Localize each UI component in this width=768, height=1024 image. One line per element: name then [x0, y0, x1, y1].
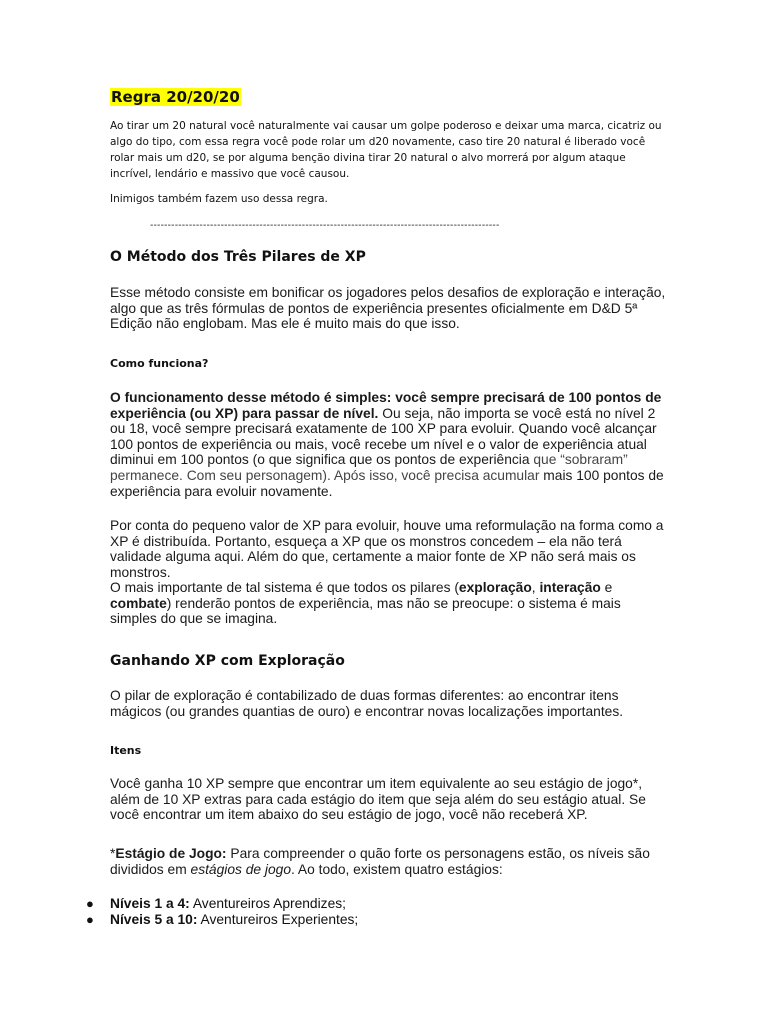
stage-term: Estágio de Jogo:: [115, 846, 227, 861]
rule-note: Inimigos também fazem uso dessa regra.: [110, 193, 328, 205]
tier-list: [82, 896, 682, 928]
how-text-c: mais 100 pontos de experiência para evoluir novamente.: [110, 467, 664, 499]
tier-label: Níveis 5 a 10:: [110, 912, 198, 927]
tier-label: Níveis 1 a 4:: [110, 896, 190, 911]
how-bold-statement: O funcionamento desse método é simples: você sempre precisará de 100 pontos de experiência (ou XP) para passar de nível.: [110, 390, 662, 421]
exploration-paragraph: O pilar de exploração é contabilizado de duas formas diferentes: ao encontrar itens mágicos (ou grandes quantias de ouro) e encontrar novas localizações importantes.: [110, 688, 624, 719]
items-paragraph: Você ganha 10 XP sempre que encontrar um item equivalente ao seu estágio de jogo*, além de 10 XP extras para cada estágio do item que seja além do seu estágio atual. Se você encontrar um item abaixo do seu estágio de jogo, você não receberá XP.: [110, 776, 646, 823]
how-paragraph-2: Por conta do pequeno valor de XP para evoluir, houve uma reformulação na forma como a XP é distribuída. Portanto, esqueça a XP que os monstros concedem – ela não terá validade alguma aqui. Além do que, certamente a maior fonte de XP não será mais os monstros.: [110, 518, 664, 580]
how-title: Como funciona?: [110, 357, 209, 370]
how-paragraph-3: O mais importante de tal sistema é que todos os pilares (exploração, interação e combate) renderão pontos de experiência, mas não se preocupe: o sistema é mais simples do que se imagina.: [110, 580, 621, 627]
rule-paragraph: Ao tirar um 20 natural você naturalmente vai causar um golpe poderoso e deixar uma marca, cicatriz ou algo do tipo, com essa regra você pode rolar um d20 novamente, caso tire 20 natural é liberado você rolar mais um d20, se por alguma benção divina tirar 20 natural o alvo morrerá por algum ataque incrível, lendário e massivo que você causou.: [110, 120, 662, 180]
stage-emphasis: estágios de jogo: [190, 861, 292, 877]
list-item: [82, 912, 682, 928]
pillar-exploration: exploração: [458, 580, 532, 595]
how-text-a: Ou seja, não importa se você está no nível 2 ou 18, você sempre precisará exatamente de 100 XP para evoluir. Quando você alcançar 100 pontos de experiência ou mais, você recebe um nível e o valor de experiência atual diminui em 100 pontos (o que significa que os pontos de experiência: [110, 405, 657, 468]
exploration-title: Ganhando XP com Exploração: [110, 653, 345, 669]
method-title: O Método dos Três Pilares de XP: [110, 249, 366, 265]
list-item: [82, 896, 682, 912]
bullet-icon: ●: [86, 896, 94, 911]
items-title: Itens: [110, 744, 142, 757]
bullet-icon: ●: [86, 912, 94, 927]
rule-title: Regra 20/20/20: [111, 88, 240, 106]
method-intro: Esse método consiste em bonificar os jogadores pelos desafios de exploração e interação, algo que as três fórmulas de pontos de experiência presentes oficialmente em D&D 5ª Edição não englobam. Mas ele é muito mais do que isso.: [110, 285, 666, 332]
tier-text: Aventureiros Aprendizes;: [189, 896, 346, 911]
tier-text: Aventureiros Experientes;: [197, 912, 359, 927]
stage-definition: *Estágio de Jogo: Para compreender o quão forte os personagens estão, os níveis são divididos em estágios de jogo. Ao todo, existem quatro estágios:: [110, 846, 650, 877]
how-text-b: que “sobraram” permanece. Com seu personagem). Após isso, você precisa acumular: [110, 452, 628, 483]
section-divider: ---------------------------------------------------------------------------------------------------: [150, 220, 500, 231]
how-paragraph-1: [110, 390, 670, 499]
pillar-combat: combate: [110, 595, 167, 611]
pillar-interaction: interação: [539, 580, 601, 595]
